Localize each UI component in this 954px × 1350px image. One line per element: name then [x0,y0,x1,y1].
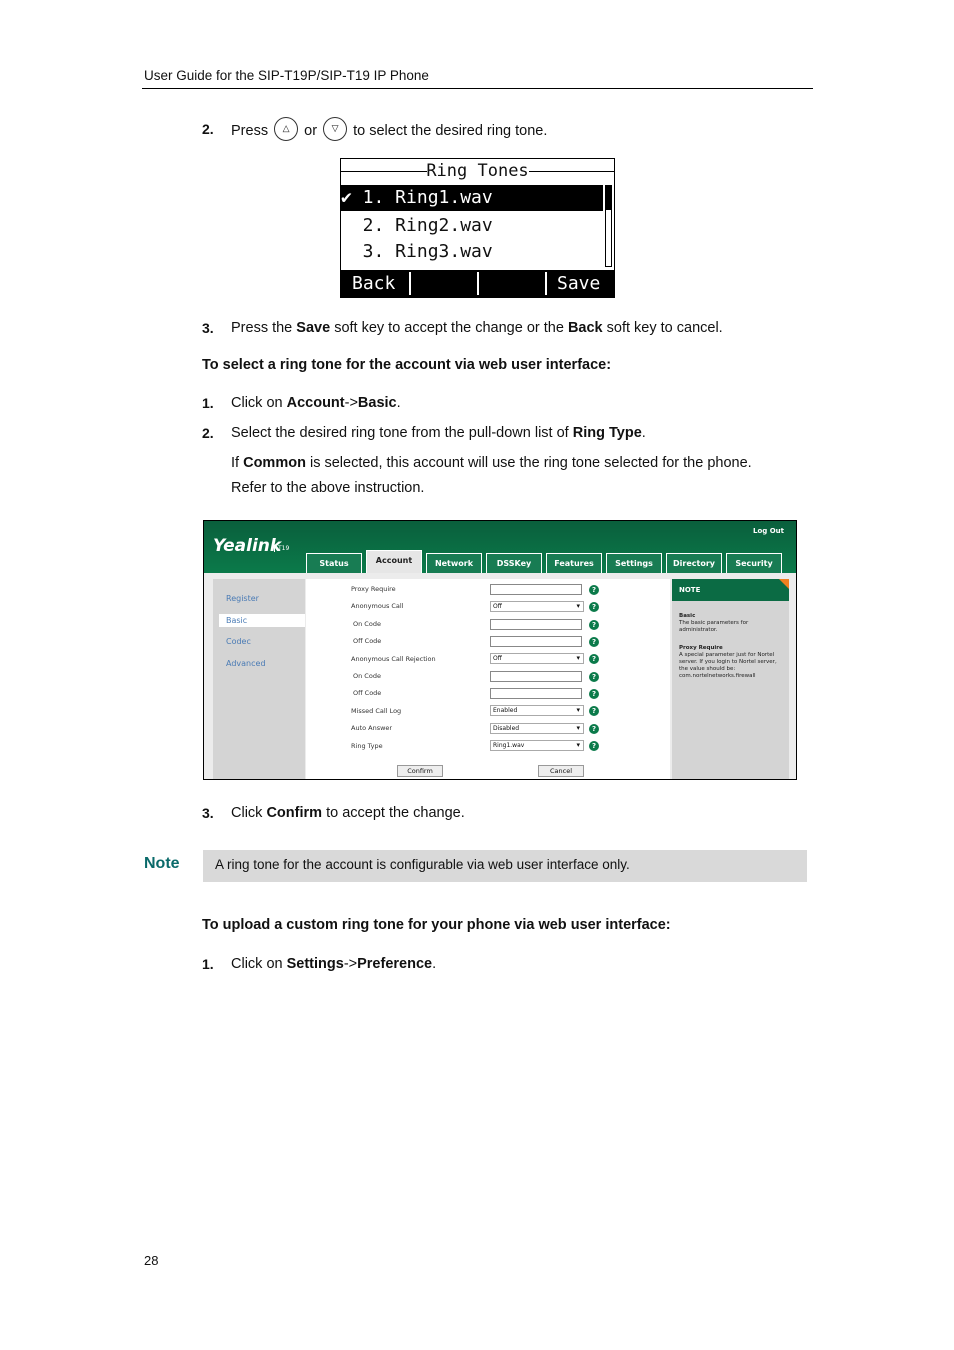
section-heading: To select a ring tone for the account via web user interface: [202,357,612,373]
web-header [204,521,796,573]
step-2-ring-type: 2. Select the desired ring tone from the pull-down list of Ring Type. [202,425,646,441]
help-icon[interactable]: ? [589,741,599,751]
field-label: Ring Type [351,742,383,750]
softkey-divider [409,272,411,295]
note-corner-icon [779,579,789,589]
softkey-save[interactable]: Save [557,273,601,294]
lcd-title: Ring Tones [426,161,529,181]
confirm-button[interactable]: Confirm [397,765,443,777]
step-1-account-basic: 1. Click on Account->Basic. [202,395,401,411]
note-heading: Basic [679,613,696,619]
help-icon[interactable]: ? [589,585,599,595]
field-label: Proxy Require [351,585,396,593]
page-number: 28 [144,1253,159,1268]
sidebar-item-basic[interactable]: Basic [219,614,305,627]
field-label: Auto Answer [351,724,393,732]
lcd-row[interactable]: 3. Ring3.wav [341,241,493,262]
step-3-save: 3. Press the Save soft key to accept the change or the Back soft key to cancel. [202,320,723,336]
field-label: On Code [353,672,381,680]
phone-lcd-ring-tones [340,158,615,298]
step-number: 3. [202,320,214,336]
note-panel [672,579,789,779]
tab-network[interactable]: Network [426,553,482,573]
header-rule [142,88,813,89]
sidebar-item-codec[interactable]: Codec [226,637,251,646]
on-code-input[interactable] [490,671,582,682]
section-heading: To upload a custom ring tone for your phone via web user interface: [202,917,671,933]
field-label: On Code [353,620,381,628]
proxy-require-input[interactable] [490,584,582,595]
note-heading: Proxy Require [679,645,723,651]
step-2-press: 2. Press △ or ▽ to select the desired ring tone. [231,119,547,143]
field-label: Anonymous Call Rejection [351,655,436,663]
field-label: Missed Call Log [351,707,402,715]
auto-answer-select[interactable]: Disabled ▾ [490,723,584,734]
help-icon[interactable]: ? [589,706,599,716]
note-box: A ring tone for the account is configurable via web user interface only. [203,850,807,882]
note-panel-title: NOTE [672,579,789,601]
field-label: Off Code [353,689,382,697]
refer-paragraph: Refer to the above instruction. [231,480,425,496]
help-icon[interactable]: ? [589,654,599,664]
help-icon[interactable]: ? [589,637,599,647]
yealink-logo: Yealink [213,536,282,556]
help-icon[interactable]: ? [589,620,599,630]
missed-call-log-select[interactable]: Enabled ▾ [490,705,584,716]
tab-settings[interactable]: Settings [606,553,662,573]
cancel-button[interactable]: Cancel [538,765,584,777]
note-label: Note [144,855,180,872]
logout-link[interactable]: Log Out [753,527,784,535]
off-code-input[interactable] [490,688,582,699]
common-paragraph: If Common is selected, this account will use the ring tone selected for the phone. [231,455,752,471]
off-code-input[interactable] [490,636,582,647]
tab-dsskey[interactable]: DSSKey [486,553,542,573]
step-number: 1. [202,395,214,411]
lcd-scrollbar [605,185,612,267]
sidebar-item-register[interactable]: Register [226,594,259,603]
field-label: Off Code [353,637,382,645]
on-code-input[interactable] [490,619,582,630]
help-icon[interactable]: ? [589,724,599,734]
anonymous-call-rejection-select[interactable]: Off ▾ [490,653,584,664]
web-ui-account-basic [203,520,797,780]
sidebar-item-advanced[interactable]: Advanced [226,659,266,668]
running-header: User Guide for the SIP-T19P/SIP-T19 IP Phone [144,68,429,83]
lcd-row-selected[interactable]: ✔ 1. Ring1.wav [341,185,603,211]
step-1-settings-preference: 1. Click on Settings->Preference. [202,956,437,972]
help-icon[interactable]: ? [589,689,599,699]
step-number: 2. [202,425,214,441]
tab-security[interactable]: Security [726,553,782,573]
step-3-confirm: 3. Click Confirm to accept the change. [202,805,465,821]
step-number: 1. [202,956,214,972]
softkey-divider [545,272,547,295]
ring-type-select[interactable]: Ring1.wav ▾ [490,740,584,751]
softkey-divider [477,272,479,295]
help-icon[interactable]: ? [589,672,599,682]
lcd-row[interactable]: 2. Ring2.wav [341,215,493,236]
help-icon[interactable]: ? [589,602,599,612]
model-label: T19 [274,545,289,552]
note-text: The basic parameters for administrator. [679,620,749,633]
scroll-thumb [606,186,611,210]
note-text: A special parameter just for Nortel server. If you login to Nortel server, the value should be: com.nortelnetworks.firewall [679,652,777,679]
settings-form [306,579,670,779]
softkey-back[interactable]: Back [352,273,396,294]
tab-features[interactable]: Features [546,553,602,573]
step-number: 3. [202,805,214,821]
softkey-bar [341,270,614,297]
tab-directory[interactable]: Directory [666,553,722,573]
account-sidebar [213,579,305,779]
tab-account[interactable]: Account [366,550,422,573]
anonymous-call-select[interactable]: Off ▾ [490,601,584,612]
tab-status[interactable]: Status [306,553,362,573]
down-key-icon: ▽ [323,117,347,141]
up-key-icon: △ [274,117,298,141]
field-label: Anonymous Call [351,602,404,610]
step-number: 2. [202,121,214,137]
